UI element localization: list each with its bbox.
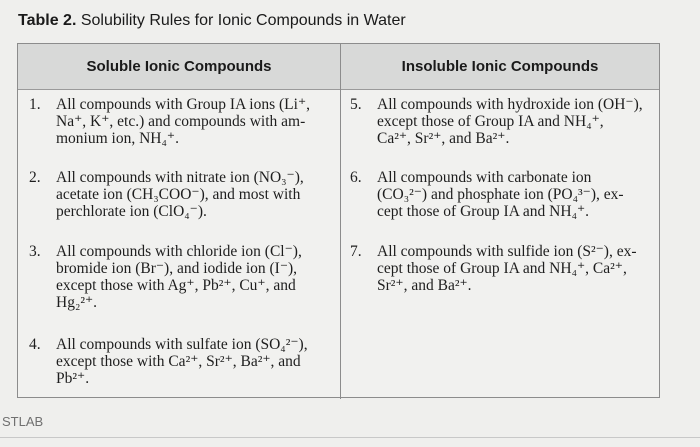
rule-line: cept those of Group IA and NH₄⁺. (377, 203, 590, 220)
header-soluble: Soluble Ionic Compounds (86, 58, 272, 75)
rule-line: Pb²⁺. (56, 370, 90, 387)
rule-line: All compounds with sulfate ion (SO₄²⁻), (56, 336, 308, 353)
rule-line: All compounds with sulfide ion (S²⁻), ex- (377, 243, 637, 260)
rule-number: 6. (350, 169, 362, 186)
rule-line: All compounds with carbonate ion (377, 169, 592, 186)
rule-line: Na⁺, K⁺, etc.) and compounds with am- (56, 113, 306, 130)
table-title-text: Solubility Rules for Ionic Compounds in Water (80, 12, 406, 29)
rule-line: except those with Ag⁺, Pb²⁺, Cu⁺, and (56, 277, 296, 294)
rule-number: 3. (29, 243, 41, 260)
rule-number: 4. (29, 336, 41, 353)
rule-number: 2. (29, 169, 41, 186)
rule-line: except those with Ca²⁺, Sr²⁺, Ba²⁺, and (56, 353, 301, 370)
header-insoluble: Insoluble Ionic Compounds (401, 58, 599, 75)
footer-label: STLAB (2, 414, 44, 429)
rule-line: Sr²⁺, and Ba²⁺. (377, 277, 472, 294)
rule-line: All compounds with nitrate ion (NO₃⁻), (56, 169, 304, 186)
rule-number: 5. (350, 96, 362, 113)
rule-line: All compounds with hydroxide ion (OH⁻), (377, 96, 643, 113)
table-title (18, 12, 406, 30)
rule-line: (CO₃²⁻) and phosphate ion (PO₄³⁻), ex- (377, 186, 624, 203)
rule-line: acetate ion (CH₃COO⁻), and most with (56, 186, 301, 203)
rule-number: 7. (350, 243, 362, 260)
rule-line: All compounds with Group IA ions (Li⁺, (56, 96, 311, 113)
column-divider (340, 44, 341, 399)
rule-line: monium ion, NH₄⁺. (56, 130, 179, 147)
rule-line: bromide ion (Br⁻), and iodide ion (I⁻), (56, 260, 298, 277)
solubility-table (17, 43, 660, 398)
rule-line: All compounds with chloride ion (Cl⁻), (56, 243, 302, 260)
rule-line: perchlorate ion (ClO₄⁻). (56, 203, 207, 220)
rule-number: 1. (29, 96, 41, 113)
rule-line: Ca²⁺, Sr²⁺, and Ba²⁺. (377, 130, 510, 147)
table-header-row (18, 44, 659, 90)
rule-line: Hg₂²⁺. (56, 294, 98, 311)
rule-line: except those of Group IA and NH₄⁺, (377, 113, 604, 130)
table-label: Table 2. (18, 12, 77, 29)
bottom-divider (0, 437, 700, 438)
rule-line: cept those of Group IA and NH₄⁺, Ca²⁺, (377, 260, 627, 277)
